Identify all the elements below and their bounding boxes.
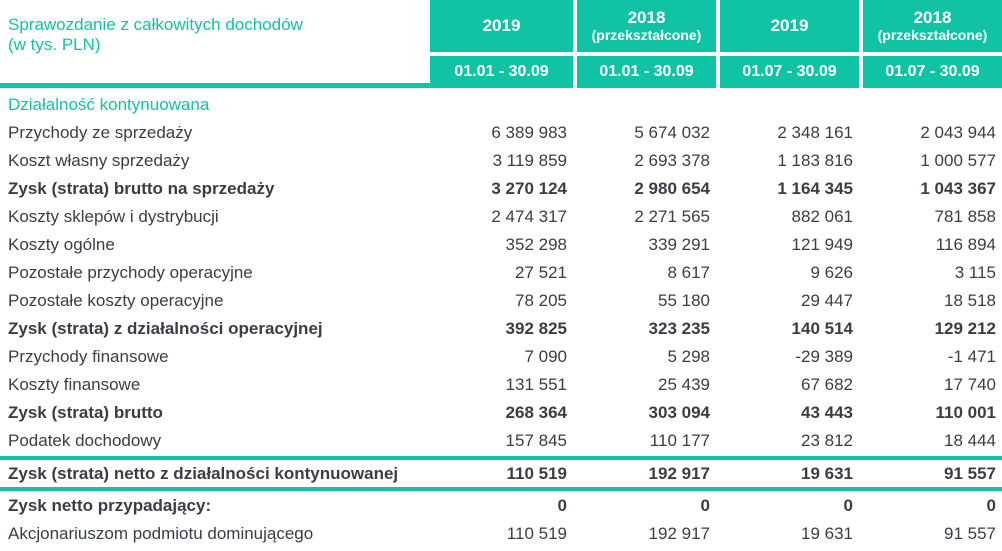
period-header: 01.01 - 30.09 [573,56,716,88]
row-label: Zysk (strata) netto z działalności kontynuowanej [8,463,399,483]
row-value: -1 471 [947,347,996,366]
row-value: 8 617 [667,263,710,282]
row-value: 5 674 032 [634,123,710,142]
row-value: 0 [700,496,710,515]
row-label: Akcjonariuszom podmiotu dominującego [8,524,314,543]
row-value: 2 474 317 [491,207,567,226]
period-header: 01.01 - 30.09 [430,56,573,88]
row-value: 29 447 [801,291,853,310]
row-label: Pozostałe przychody operacyjne [8,263,253,282]
row-value: 78 205 [515,291,567,310]
row-value: 121 949 [791,235,853,254]
table-row [0,427,1002,455]
table-body [0,88,1002,548]
row-label: Podatek dochodowy [8,431,162,450]
row-value: 110 177 [649,431,710,450]
column-header-2019-ytd [430,0,573,88]
row-label: Zysk (strata) brutto [8,403,163,422]
column-header-2018-q3 [859,0,1002,88]
table-row [0,520,1002,548]
column-header-2018-ytd [573,0,716,88]
row-value: 0 [557,496,567,515]
row-value: 3 119 859 [492,151,567,170]
page-title [0,0,430,88]
row-value: 18 518 [944,291,996,310]
row-label: Koszt własny sprzedaży [8,151,190,170]
row-label: Zysk (strata) z działalności operacyjnej [8,319,323,338]
year-label: 2019 [482,16,521,35]
row-value: 110 519 [506,463,567,483]
row-value: 339 291 [648,235,710,254]
row-value: 91 557 [944,463,996,483]
row-value: 192 917 [648,463,710,483]
table-row [0,147,1002,175]
row-value: 2 693 378 [634,151,710,170]
row-value: 110 519 [506,524,567,543]
row-value: 157 845 [505,431,567,450]
row-label: Zysk (strata) brutto na sprzedaży [8,179,275,198]
row-value: 67 682 [801,375,853,394]
row-value: 1 164 345 [777,179,853,198]
row-value: -29 389 [795,347,853,366]
table-row-subtotal [0,492,1002,520]
row-label: Koszty finansowe [8,375,141,394]
row-value: 55 180 [658,291,710,310]
year-note: (przekształcone) [591,27,702,43]
row-value: 3 270 124 [491,179,567,198]
table-row [0,119,1002,147]
section-row [0,91,1002,119]
row-value: 3 115 [954,263,996,282]
page-title-line1: Sprawozdanie z całkowitych dochodów [8,15,303,34]
table-row [0,371,1002,399]
page-title-line2: (w tys. PLN) [8,35,101,54]
row-value: 110 001 [935,403,996,422]
row-value: 140 514 [791,319,853,338]
table-header [0,0,1002,88]
row-value: 352 298 [505,235,567,254]
period-header: 01.07 - 30.09 [716,56,859,88]
year-header [859,0,1002,52]
row-label: Przychody finansowe [8,347,169,366]
table-row-total [0,456,1002,491]
row-value: 303 094 [648,403,710,422]
row-value: 882 061 [791,207,853,226]
row-value: 2 980 654 [634,179,710,198]
row-value: 2 348 161 [777,123,853,142]
row-value: 27 521 [515,263,567,282]
table-row [0,231,1002,259]
row-value: 0 [986,496,996,515]
row-value: 2 043 944 [920,123,996,142]
row-value: 392 825 [505,319,567,338]
row-value: 2 271 565 [634,207,710,226]
row-value: 1 183 816 [777,151,853,170]
row-value: 781 858 [934,207,996,226]
row-value: 6 389 983 [491,123,567,142]
row-value: 0 [843,496,853,515]
table-row-subtotal [0,315,1002,343]
row-value: 17 740 [944,375,996,394]
row-value: 18 444 [944,431,996,450]
column-header-2019-q3 [716,0,859,88]
year-label: 2018 [913,8,952,27]
table-row-subtotal [0,175,1002,203]
year-header [573,0,716,52]
table-row-subtotal [0,399,1002,427]
row-value: 91 557 [944,524,996,543]
row-value: 9 626 [810,263,853,282]
year-note: (przekształcone) [877,27,988,43]
year-label: 2019 [770,16,809,35]
row-value: 7 090 [524,347,567,366]
row-value: 131 551 [505,375,567,394]
year-label: 2018 [627,8,666,27]
row-value: 1 000 577 [920,151,996,170]
row-value: 129 212 [934,319,996,338]
row-value: 116 894 [935,235,996,254]
year-header [716,0,859,52]
row-value: 19 631 [801,524,853,543]
row-label: Przychody ze sprzedaży [8,123,193,142]
table-row [0,343,1002,371]
row-value: 268 364 [505,403,567,422]
row-value: 19 631 [801,463,853,483]
section-label: Działalność kontynuowana [8,95,210,114]
row-value: 1 043 367 [920,179,996,198]
table-row [0,287,1002,315]
row-label: Koszty sklepów i dystrybucji [8,207,219,226]
table-row [0,203,1002,231]
period-header: 01.07 - 30.09 [859,56,1002,88]
row-label: Zysk netto przypadający: [8,496,212,515]
row-value: 323 235 [648,319,710,338]
row-value: 5 298 [667,347,710,366]
table-row [0,259,1002,287]
row-label: Pozostałe koszty operacyjne [8,291,224,310]
row-value: 43 443 [801,403,853,422]
row-value: 23 812 [801,431,853,450]
row-value: 192 917 [648,524,710,543]
year-header [430,0,573,52]
row-label: Koszty ogólne [8,235,115,254]
row-value: 25 439 [658,375,710,394]
